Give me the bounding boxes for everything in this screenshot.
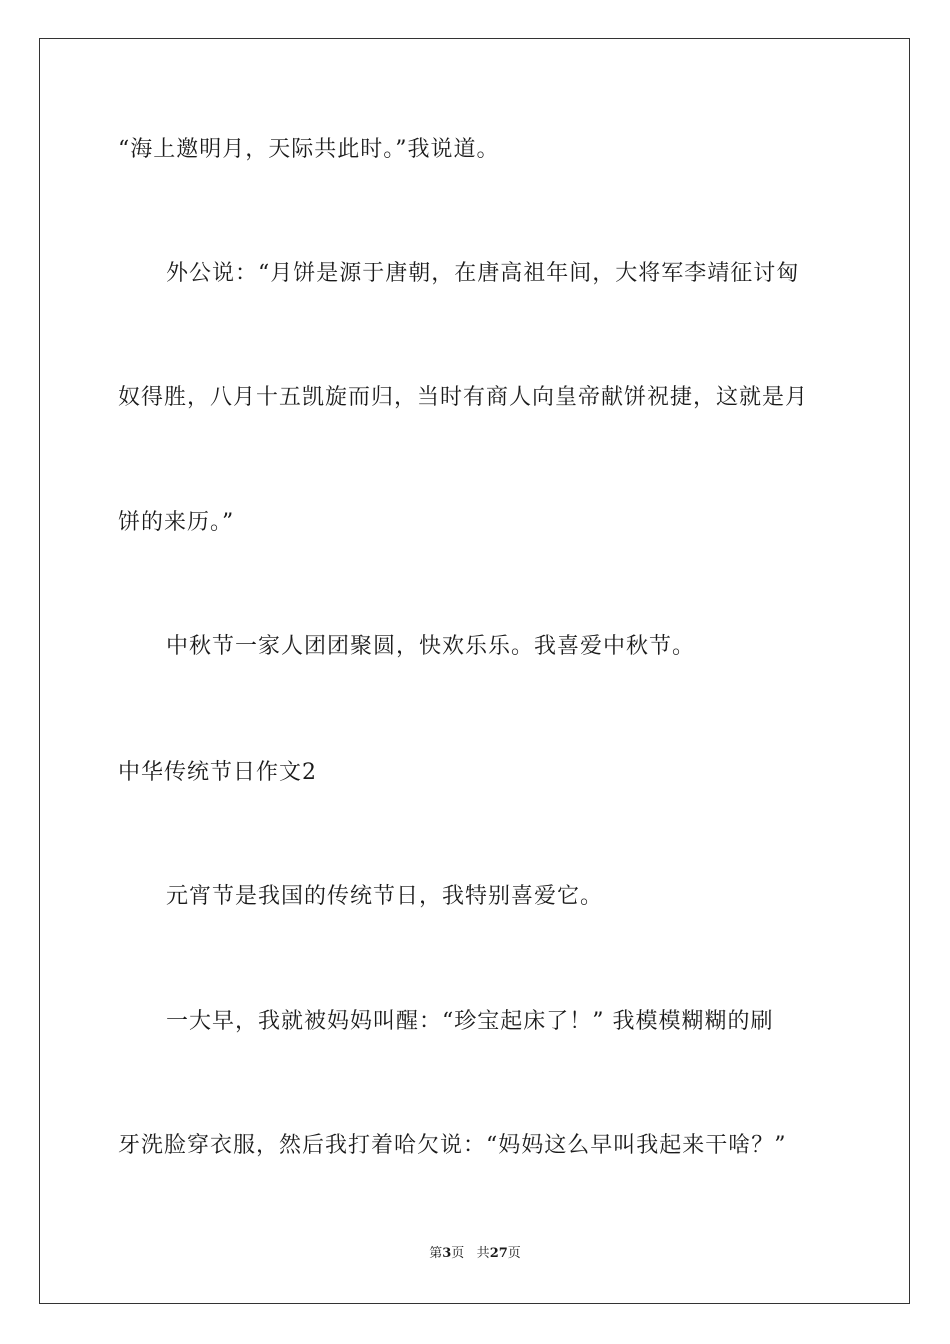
text-line-5: 中秋节一家人团团聚圆，快欢乐乐。我喜爱中秋节。: [166, 634, 696, 659]
footer-total-prefix: 共: [476, 1246, 490, 1261]
text-line-7: 元宵节是我国的传统节日，我特别喜爱它。: [166, 884, 604, 909]
footer-page-prefix: 第: [429, 1246, 443, 1261]
page-frame: [39, 38, 910, 1304]
text-line-8: 一大早，我就被妈妈叫醒：“珍宝起床了！” 我模模糊糊的刷: [166, 1009, 774, 1034]
text-line-9: 牙洗脸穿衣服，然后我打着哈欠说：“妈妈这么早叫我起来干啥？”: [118, 1133, 787, 1158]
text-line-4: 饼的来历。”: [118, 510, 235, 535]
page-footer: [0, 1245, 950, 1263]
footer-page-suffix: 页: [451, 1246, 465, 1261]
footer-total-suffix: 页: [507, 1246, 521, 1261]
text-line-1: “海上邀明月，天际共此时。”我说道。: [118, 137, 500, 162]
footer-page-current: 3: [442, 1246, 452, 1261]
footer-page-total: 27: [489, 1246, 508, 1261]
text-line-3: 奴得胜，八月十五凯旋而归，当时有商人向皇帝献饼祝捷，这就是月: [118, 385, 809, 410]
section-heading: 中华传统节日作文2: [118, 760, 317, 785]
text-line-2: 外公说：“月饼是源于唐朝，在唐高祖年间，大将军李靖征讨匈: [166, 261, 800, 286]
